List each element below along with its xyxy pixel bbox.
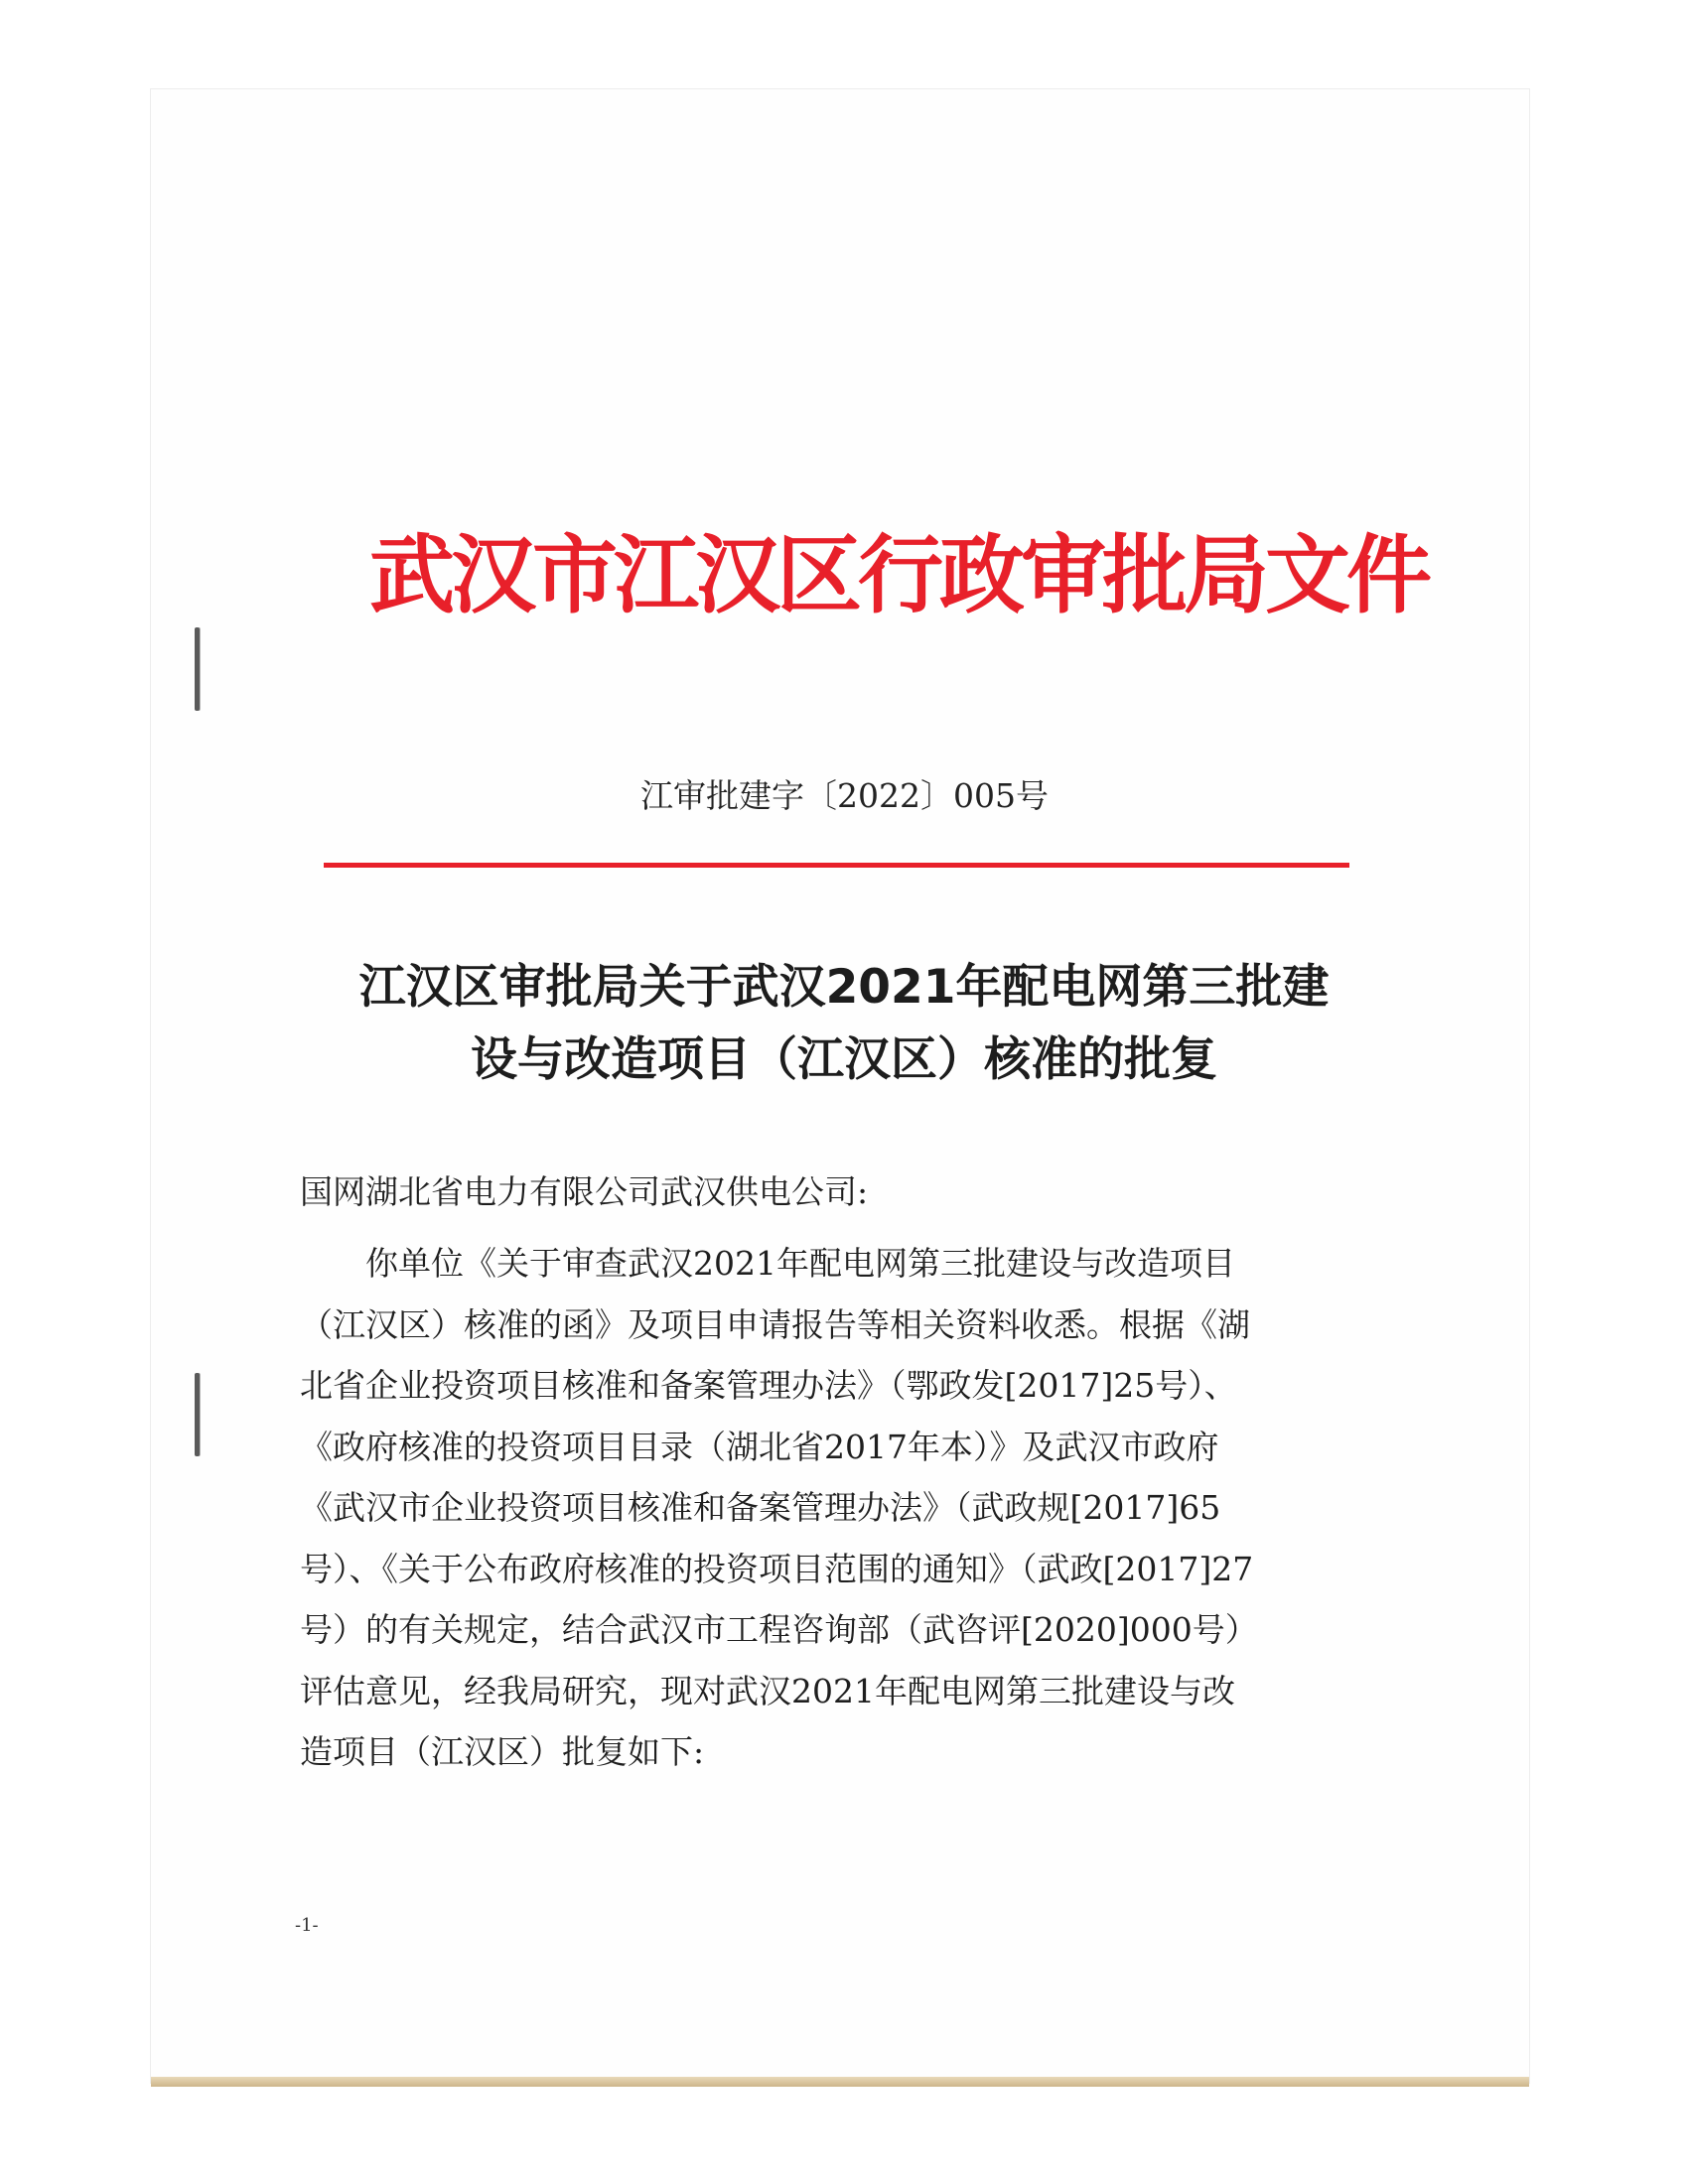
- document-title-line-2: 设与改造项目（江汉区）核准的批复: [471, 1032, 1217, 1087]
- page-bottom-edge: [151, 2077, 1529, 2087]
- body-line: 《武汉市企业投资项目核准和备案管理办法》（武政规[2017]65: [300, 1488, 1221, 1527]
- document-header-title: 武汉市江汉区行政审批局文件: [369, 525, 1428, 625]
- body-line: 北省企业投资项目核准和备案管理办法》（鄂政发[2017]25号）、: [300, 1366, 1237, 1405]
- staple-bottom: [195, 1373, 200, 1456]
- body-line: 你单位《关于审查武汉2021年配电网第三批建设与改造项目: [365, 1244, 1235, 1283]
- document-title: [288, 951, 1400, 1096]
- body-line: 号）的有关规定，结合武汉市工程咨询部（武咨评[2020]000号）: [300, 1610, 1258, 1649]
- red-divider-line: [324, 863, 1349, 868]
- body-line: （江汉区）核准的函》及项目申请报告等相关资料收悉。根据《湖: [300, 1304, 1250, 1344]
- body-paragraph: [300, 1233, 1347, 1783]
- body-line: 《政府核准的投资项目目录（湖北省2017年本）》及武汉市政府: [300, 1427, 1219, 1466]
- page-number: -1-: [295, 1915, 319, 1936]
- body-line: 号）、《关于公布政府核准的投资项目范围的通知》（武政[2017]27: [300, 1549, 1254, 1588]
- body-line: 评估意见，经我局研究，现对武汉2021年配电网第三批建设与改: [300, 1671, 1235, 1710]
- body-line: 造项目（江汉区）批复如下:: [300, 1732, 705, 1771]
- addressee: 国网湖北省电力有限公司武汉供电公司:: [300, 1172, 869, 1211]
- document-title-line-1: 江汉区审批局关于武汉2021年配电网第三批建: [358, 960, 1330, 1015]
- document-number: 江审批建字〔2022〕005号: [640, 776, 1049, 815]
- staple-top: [195, 627, 200, 711]
